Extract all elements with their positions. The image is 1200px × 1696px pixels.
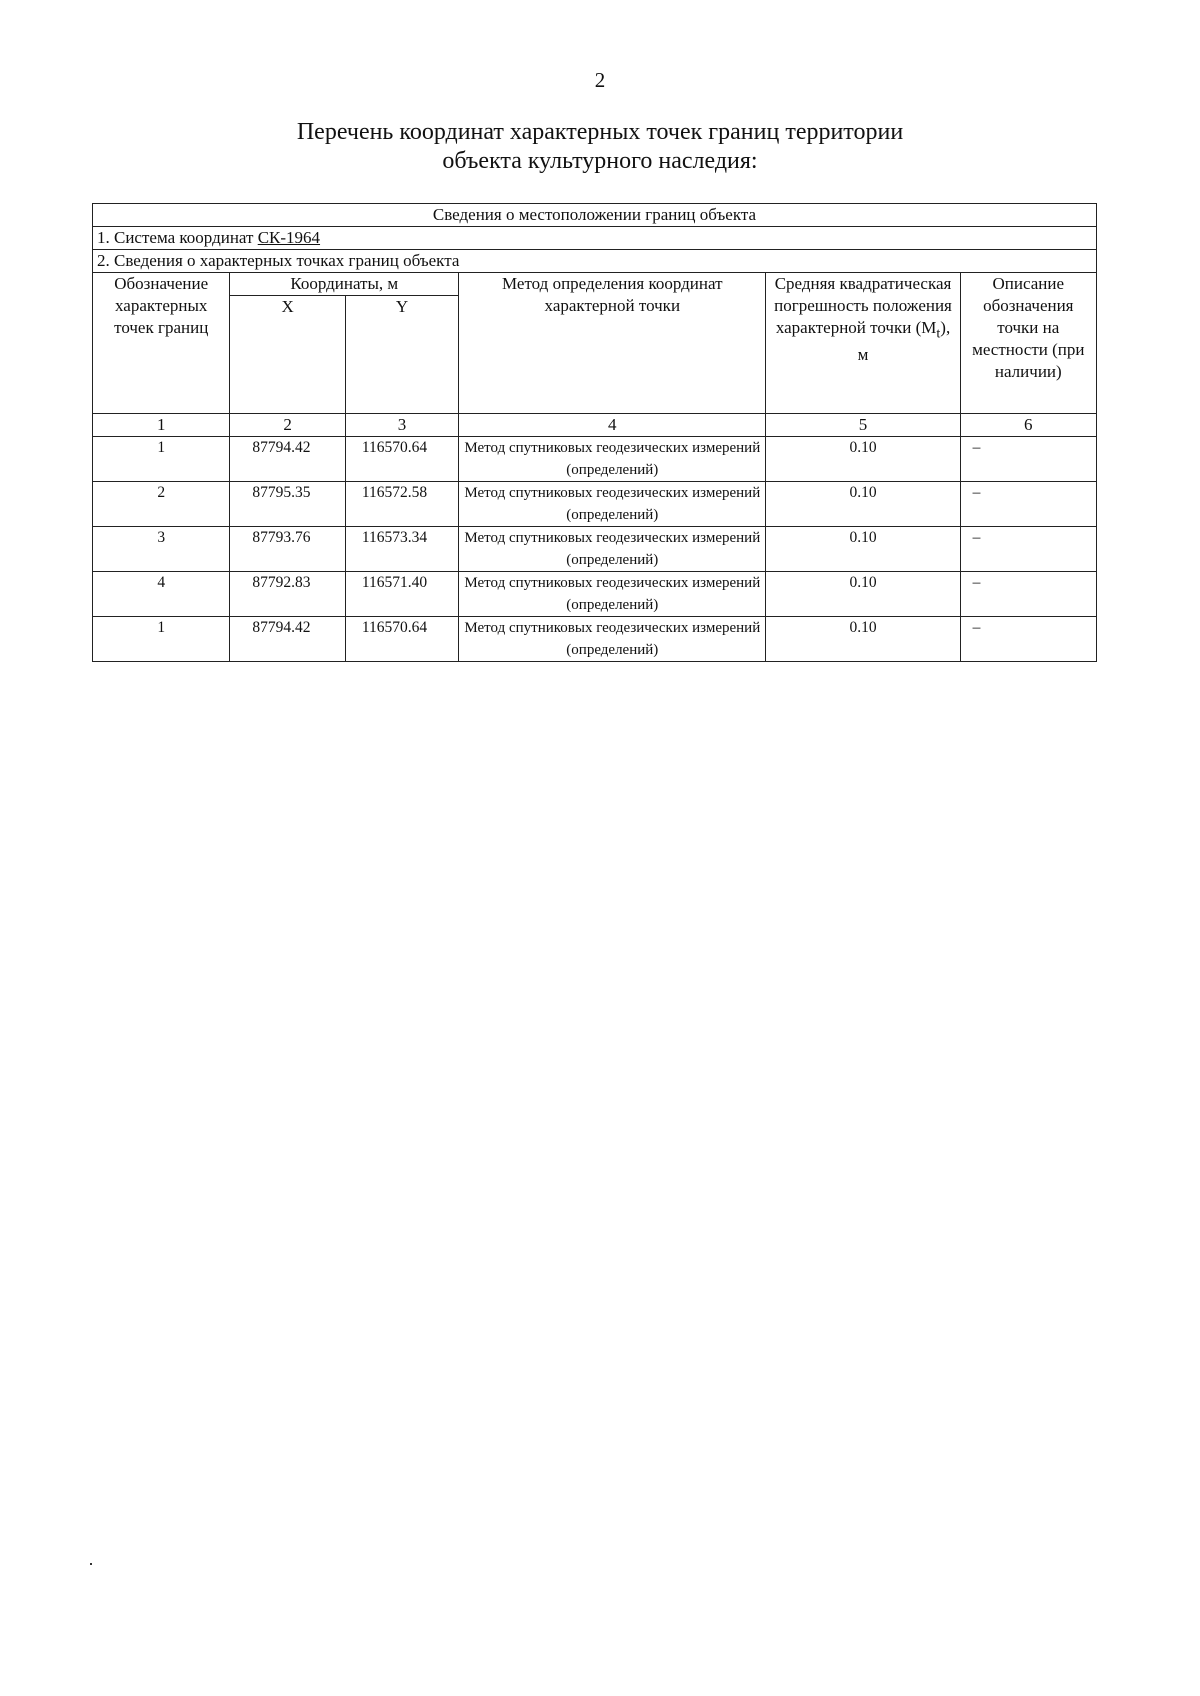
coord-system-row bbox=[93, 227, 1097, 250]
method: Метод спутниковых геодезических измерений (определений) bbox=[459, 527, 766, 572]
error-value: 0.10 bbox=[766, 617, 960, 662]
method: Метод спутниковых геодезических измерений (определений) bbox=[459, 437, 766, 482]
table-row bbox=[93, 572, 1097, 617]
column-number: 2 bbox=[230, 414, 345, 437]
method: Метод спутниковых геодезических измерений (определений) bbox=[459, 617, 766, 662]
points-info-row: 2. Сведения о характерных точках границ объекта bbox=[93, 250, 1097, 273]
title-line-1: Перечень координат характерных точек границ территории bbox=[296, 119, 904, 145]
document-title bbox=[0, 118, 1200, 176]
title-line-2: объекта культурного наследия: bbox=[442, 148, 758, 174]
error-value: 0.10 bbox=[766, 527, 960, 572]
method: Метод спутниковых геодезических измерений (определений) bbox=[459, 572, 766, 617]
error-value: 0.10 bbox=[766, 482, 960, 527]
description: – bbox=[960, 527, 1096, 572]
column-number: 5 bbox=[766, 414, 960, 437]
header-x: X bbox=[230, 296, 345, 414]
coord-x: 87795.35 bbox=[230, 482, 345, 527]
header-y: Y bbox=[345, 296, 458, 414]
method: Метод спутниковых геодезических измерений (определений) bbox=[459, 482, 766, 527]
table-row bbox=[93, 527, 1097, 572]
point-id: 3 bbox=[93, 527, 230, 572]
section-title: Сведения о местоположении границ объекта bbox=[93, 204, 1097, 227]
header-method: Метод определения координат характерной точки bbox=[459, 273, 766, 414]
point-id: 4 bbox=[93, 572, 230, 617]
coord-x: 87793.76 bbox=[230, 527, 345, 572]
header-coordinates: Координаты, м bbox=[230, 273, 459, 296]
coord-y: 116571.40 bbox=[345, 572, 458, 617]
point-id: 2 bbox=[93, 482, 230, 527]
coord-y: 116570.64 bbox=[345, 437, 458, 482]
description: – bbox=[960, 437, 1096, 482]
coord-x: 87792.83 bbox=[230, 572, 345, 617]
coord-y: 116570.64 bbox=[345, 617, 458, 662]
table-row bbox=[93, 482, 1097, 527]
coord-system-name: СК-1964 bbox=[257, 228, 321, 247]
coordinates-table bbox=[92, 203, 1097, 662]
header-designation: Обозначение характерных точек границ bbox=[93, 273, 230, 414]
column-number: 1 bbox=[93, 414, 230, 437]
scan-dot bbox=[90, 1563, 92, 1565]
coord-x: 87794.42 bbox=[230, 617, 345, 662]
table-row bbox=[93, 437, 1097, 482]
point-id: 1 bbox=[93, 617, 230, 662]
page-number: 2 bbox=[594, 68, 606, 92]
header-description: Описание обозначения точки на местности (при наличии) bbox=[960, 273, 1096, 414]
header-error bbox=[766, 273, 960, 414]
description: – bbox=[960, 572, 1096, 617]
error-value: 0.10 bbox=[766, 437, 960, 482]
header-error-text: Средняя квадратическая погрешность положения характерной точки $(M_t)$, м bbox=[774, 274, 952, 365]
column-number: 4 bbox=[459, 414, 766, 437]
subscript-t: t bbox=[936, 325, 941, 342]
description: – bbox=[960, 617, 1096, 662]
coord-x: 87794.42 bbox=[230, 437, 345, 482]
column-number: 6 bbox=[960, 414, 1096, 437]
description: – bbox=[960, 482, 1096, 527]
coord-y: 116573.34 bbox=[345, 527, 458, 572]
error-value: 0.10 bbox=[766, 572, 960, 617]
coord-y: 116572.58 bbox=[345, 482, 458, 527]
point-id: 1 bbox=[93, 437, 230, 482]
column-number: 3 bbox=[345, 414, 458, 437]
coord-system-label: 1. Система координат bbox=[97, 228, 258, 247]
table-row bbox=[93, 617, 1097, 662]
